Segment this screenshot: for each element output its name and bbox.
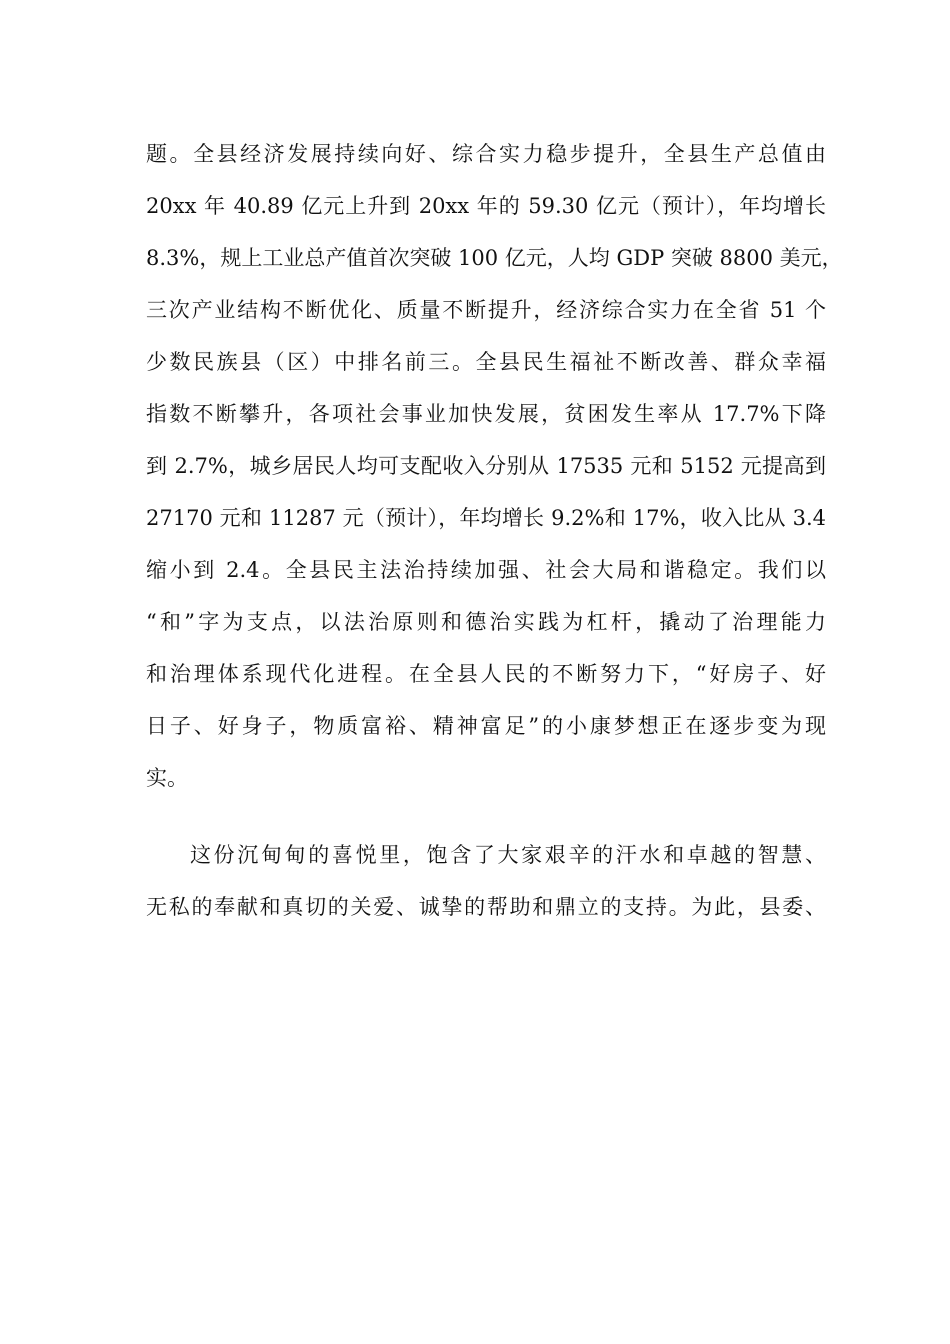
paragraph-line: 缩小到 2.4。全县民主法治持续加强、社会大局和谐稳定。我们以 [146,558,826,582]
paragraph-line: 8.3%，规上工业总产值首次突破 100 亿元，人均 GDP 突破 8800 美元， [146,246,843,270]
paragraph-2 [146,829,826,933]
paragraph-line: 指数不断攀升，各项社会事业加快发展，贫困发生率从 17.7%下降 [146,402,826,426]
paragraph-last-line: 实。 [146,766,188,790]
paragraph-line: 20xx 年 40.89 亿元上升到 20xx 年的 59.30 亿元（预计），年均增长 [146,194,826,218]
paragraph-1 [146,128,843,804]
paragraph-line: “和”字为支点，以法治原则和德治实践为杠杆，撬动了治理能力 [146,610,826,634]
paragraph-spacer [146,804,826,829]
paragraph-line: 27170 元和 11287 元（预计），年均增长 9.2%和 17%，收入比从 3.4 [146,506,826,530]
paragraph-line: 到 2.7%，城乡居民人均可支配收入分别从 17535 元和 5152 元提高到 [146,454,826,478]
paragraph-line: 日子、好身子，物质富裕、精神富足”的小康梦想正在逐步变为现 [146,714,826,738]
paragraph-line: 无私的奉献和真切的关爱、诚挚的帮助和鼎立的支持。为此，县委、 [146,895,826,919]
paragraph-line: 题。全县经济发展持续向好、综合实力稳步提升，全县生产总值由 [146,142,826,166]
paragraph-line: 少数民族县（区）中排名前三。全县民生福祉不断改善、群众幸福 [146,350,826,374]
paragraph-first-line: 这份沉甸甸的喜悦里，饱含了大家艰辛的汗水和卓越的智慧、 [190,843,826,867]
body-text [146,128,843,933]
paragraph-line: 三次产业结构不断优化、质量不断提升，经济综合实力在全省 51 个 [146,298,826,322]
paragraph-line: 和治理体系现代化进程。在全县人民的不断努力下，“好房子、好 [146,662,826,686]
